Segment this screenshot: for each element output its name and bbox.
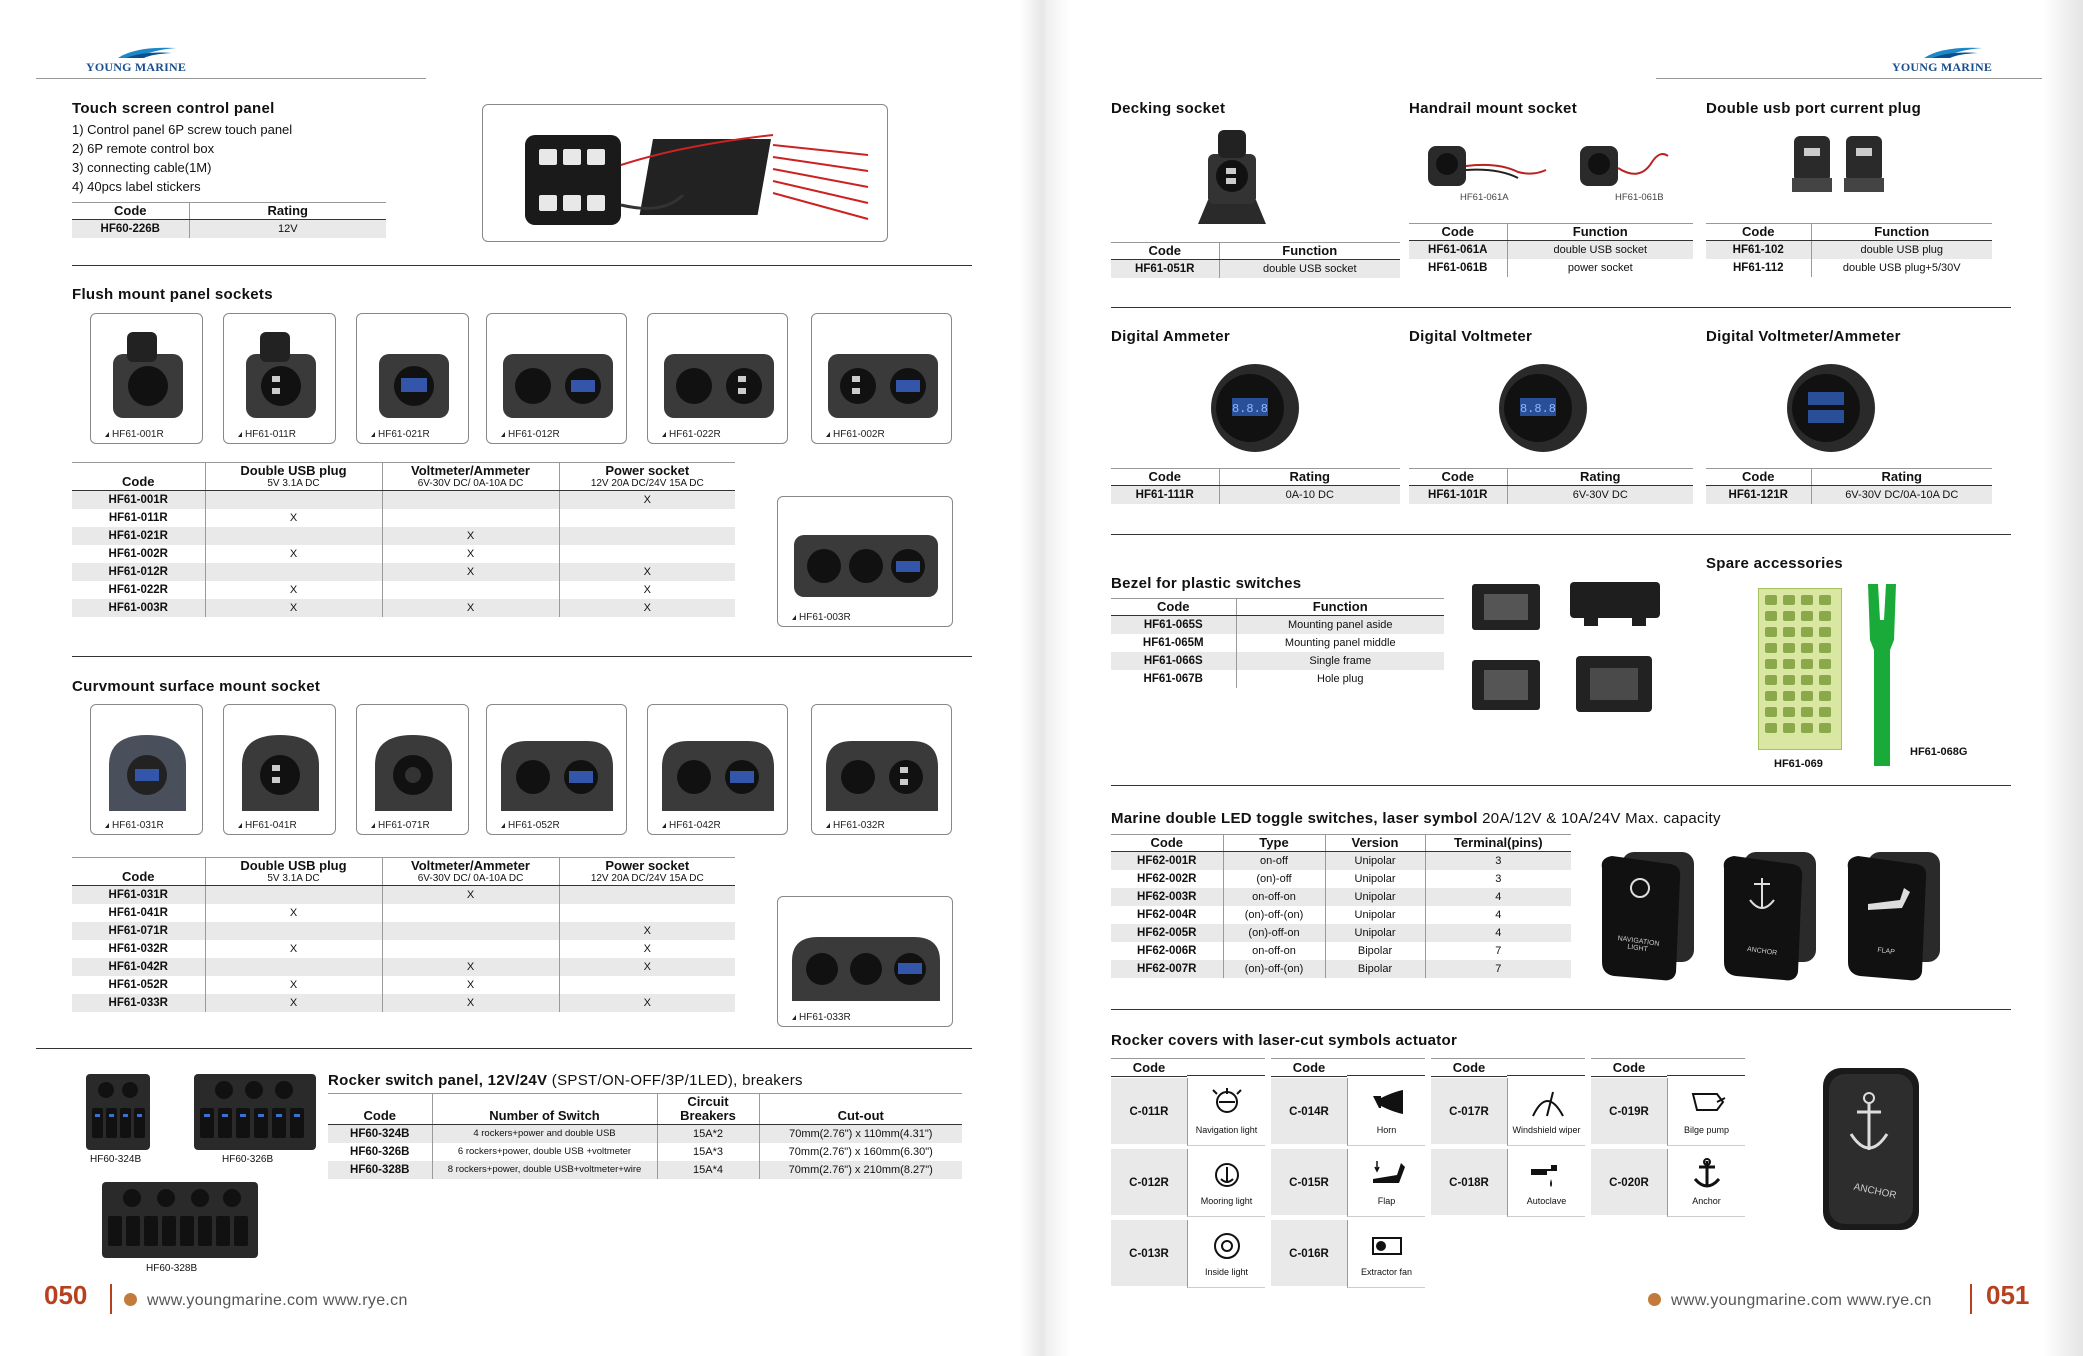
wave-icon [1922, 44, 1984, 60]
flush-img-3: HF61-021R [356, 313, 469, 444]
wave-icon [116, 44, 178, 60]
rocker-title: Rocker switch panel, 12V/24V (SPST/ON-OFF/3P/1LED), breakers [328, 1072, 803, 1089]
rocker-caption-3: HF60-328B [146, 1263, 198, 1274]
spare-caption-1: HF61-069 [1774, 758, 1823, 770]
right-page [1070, 0, 2043, 1356]
handrail-table: Code Function HF61-061A double USB socket HF61-061B power socket [1409, 223, 1693, 277]
cover-code: C-019R [1591, 1078, 1667, 1146]
dusb-title: Double usb port current plug [1706, 100, 1922, 117]
rocker-table: Code Number of Switch Circuit Breakers Cut-out HF60-324B 4 rockers+power and double USB 15A*2 70mm(2.76") x 110mm(4.31") HF60-326B 6 rockers+power, double USB +voltmeter 15A*3 70mm(2.76") x 160mm(6.30") HF60-328B 8 rockers+power, double USB+voltmeter+wire 15A*4 70mm(2.76") x 210mm(8.27") [328, 1093, 962, 1179]
cover-symbol-cell [1347, 1078, 1425, 1146]
footer-bar-left [110, 1284, 112, 1314]
handrail-title: Handrail mount socket [1409, 100, 1577, 117]
table-row: HF62-007R (on)-off-(on) Bipolar 7 [1111, 960, 1571, 978]
table-row: HF61-121R 6V-30V DC/0A-10A DC [1706, 486, 1992, 505]
flush-side-image: HF61-003R [777, 496, 953, 627]
table-row: HF61-112 double USB plug+5/30V [1706, 259, 1992, 277]
table-row: HF60-326B 6 rockers+power, double USB +voltmeter 15A*3 70mm(2.76") x 160mm(6.30") [328, 1143, 962, 1161]
cover-code: C-020R [1591, 1149, 1667, 1217]
sep-r2 [1111, 534, 2011, 535]
rocker-img-1 [86, 1074, 150, 1150]
table-row: HF62-005R (on)-off-on Unipolar 4 [1111, 924, 1571, 942]
curv-side-image: HF61-033R [777, 896, 953, 1027]
table-row: HF62-004R (on)-off-(on) Unipolar 4 [1111, 906, 1571, 924]
table-row: HF61-051R double USB socket [1111, 260, 1400, 279]
covers-header-spacer [1667, 1058, 1745, 1076]
cover-code: C-017R [1431, 1078, 1507, 1146]
header-rule-right [1656, 78, 2042, 79]
flush-title: Flush mount panel sockets [72, 286, 273, 303]
windshield-wiper-icon [1527, 1086, 1567, 1120]
table-row: HF61-065S Mounting panel aside [1111, 616, 1444, 635]
touch-panel-image [482, 104, 888, 242]
page-number-right: 051 [1986, 1280, 2030, 1310]
table-row: HF62-001R on-off Unipolar 3 [1111, 852, 1571, 871]
curv-img-6: HF61-032R [811, 704, 952, 835]
covers-header-code: Code [1591, 1058, 1667, 1077]
cover-symbol-cell [1187, 1220, 1265, 1288]
cover-symbol-label: Mooring light [1200, 1196, 1253, 1206]
table-row: HF61-002R X X [72, 545, 735, 563]
table-row: HF61-102 double USB plug [1706, 241, 1992, 260]
horn-icon [1367, 1086, 1407, 1120]
table-row: HF61-052R X X [72, 976, 735, 994]
table-row: HF61-061A double USB socket [1409, 241, 1693, 260]
curv-img-3: HF61-071R [356, 704, 469, 835]
toggle-switch-1 [1592, 848, 1698, 984]
table-row: HF61-066S Single frame [1111, 652, 1444, 670]
curv-img-5: HF61-042R [647, 704, 788, 835]
toggle-label-1: NAVIGATION LIGHT [1617, 935, 1660, 954]
bilge-pump-icon [1687, 1086, 1727, 1120]
extractor-fan-icon [1367, 1228, 1407, 1262]
cover-symbol-label: Inside light [1204, 1267, 1249, 1277]
svg-text:8.8.8: 8.8.8 [1519, 402, 1557, 416]
big-anchor-switch [1815, 1064, 1927, 1234]
dusb-image [1786, 128, 1896, 208]
flap-icon [1367, 1157, 1407, 1191]
navigation-light-icon [1207, 1086, 1247, 1120]
footer-url-left: www.youngmarine.com www.rye.cn [124, 1292, 408, 1310]
anchor-icon [1687, 1157, 1727, 1191]
cover-symbol-label: Anchor [1692, 1196, 1721, 1206]
table-row: HF61-031R X [72, 886, 735, 905]
bezel-title: Bezel for plastic switches [1111, 575, 1302, 592]
toggle-table: Code Type Version Terminal(pins) HF62-001R on-off Unipolar 3 HF62-002R (on)-off Unipolar 3 HF62-003R on-off-on Unipolar 4 HF62-004R (on)-off-(on) Unipolar 4 HF62-005R (on)-off-on Unipolar 4 HF62-006R on-off-on Bipolar 7 HF62-007R (on)-off-(on) Bipolar 7 [1111, 834, 1571, 978]
brand-logo-right: YOUNG MARINE [1892, 60, 1992, 75]
table-row: HF62-003R on-off-on Unipolar 4 [1111, 888, 1571, 906]
decking-image [1192, 124, 1272, 232]
covers-header-code: Code [1111, 1058, 1187, 1077]
covers-header-spacer [1507, 1058, 1585, 1076]
touch-table: Code Rating HF60-226B 12V [72, 202, 386, 238]
cover-symbol-cell [1187, 1149, 1265, 1217]
table-row: HF61-032R X X [72, 940, 735, 958]
table-row: HF61-021R X [72, 527, 735, 545]
footer-url-right: www.youngmarine.com www.rye.cn [1648, 1292, 1932, 1310]
footer-bar-right [1970, 1284, 1972, 1314]
table-row: HF61-042R X X [72, 958, 735, 976]
table-row: HF61-111R 0A-10 DC [1111, 486, 1400, 505]
spare-caption-2: HF61-068G [1910, 746, 1968, 758]
cover-symbol-cell [1507, 1078, 1585, 1146]
handrail-caption-a: HF61-061A [1460, 192, 1509, 203]
cover-symbol-label: Extractor fan [1360, 1267, 1413, 1277]
sep-r3 [1111, 785, 2011, 786]
cover-symbol-label: Horn [1376, 1125, 1397, 1135]
ammeter-table: Code Rating HF61-111R 0A-10 DC [1111, 468, 1400, 504]
globe-icon [124, 1293, 137, 1306]
table-row: HF61-065M Mounting panel middle [1111, 634, 1444, 652]
table-row: HF61-011R X [72, 509, 735, 527]
bezel-image [1464, 572, 1734, 722]
big-anchor-label: ANCHOR [1852, 1181, 1898, 1202]
globe-icon [1648, 1293, 1661, 1306]
ammeter-image [1200, 360, 1306, 456]
cover-symbol-cell [1667, 1149, 1745, 1217]
covers-header-spacer [1187, 1058, 1265, 1076]
voltamm-table: Code Rating HF61-121R 6V-30V DC/0A-10A DC [1706, 468, 1992, 504]
covers-header-code: Code [1271, 1058, 1347, 1077]
flush-img-6: HF61-002R [811, 313, 952, 444]
flush-table: Code Double USB plug 5V 3.1A DC Voltmeter/Ammeter 6V-30V DC/ 0A-10A DC Power socket 12V 20A DC/24V 15A DC HF61-001R X HF61-011R X HF61-021R X HF61-002R X X HF61-012R X X HF61-022R X X HF61-003R X X X [72, 462, 735, 617]
spare-sticker-image [1758, 588, 1842, 750]
table-row: HF61-061B power socket [1409, 259, 1693, 277]
table-row: HF61-067B Hole plug [1111, 670, 1444, 688]
toggle-label-3: FLAP [1876, 946, 1896, 957]
svg-text:8.8.8: 8.8.8 [1231, 402, 1269, 416]
cover-symbol-label: Autoclave [1526, 1196, 1567, 1206]
rocker-img-3 [102, 1182, 258, 1258]
table-row: HF60-324B 4 rockers+power and double USB 15A*2 70mm(2.76") x 110mm(4.31") [328, 1125, 962, 1144]
table-row: HF61-012R X X [72, 563, 735, 581]
cover-code: C-018R [1431, 1149, 1507, 1217]
table-row: HF61-022R X X [72, 581, 735, 599]
sep-1 [72, 265, 972, 266]
table-row: HF61-071R X [72, 922, 735, 940]
table-row: HF61-033R X X X [72, 994, 735, 1012]
cover-code: C-012R [1111, 1149, 1187, 1217]
cover-code: C-011R [1111, 1078, 1187, 1146]
toggle-title: Marine double LED toggle switches, laser symbol 20A/12V & 10A/24V Max. capacity [1111, 810, 1721, 827]
table-row: HF61-001R X [72, 491, 735, 510]
dusb-table: Code Function HF61-102 double USB plug HF61-112 double USB plug+5/30V [1706, 223, 1992, 277]
table-row: HF61-041R X [72, 904, 735, 922]
cover-code: C-014R [1271, 1078, 1347, 1146]
handrail-caption-b: HF61-061B [1615, 192, 1664, 203]
right-edge-shade [2043, 0, 2083, 1356]
cover-code: C-015R [1271, 1149, 1347, 1217]
flush-img-5: HF61-022R [647, 313, 788, 444]
touch-title: Touch screen control panel [72, 100, 275, 117]
mooring-light-icon [1207, 1157, 1247, 1191]
toggle-label-2: ANCHOR [1746, 945, 1778, 958]
inside-light-icon [1207, 1228, 1247, 1262]
voltamm-title: Digital Voltmeter/Ammeter [1706, 328, 1901, 345]
toggle-switch-3 [1838, 848, 1944, 984]
autoclave-icon [1527, 1157, 1567, 1191]
ammeter-title: Digital Ammeter [1111, 328, 1230, 345]
cover-symbol-cell [1347, 1220, 1425, 1288]
header-rule [36, 78, 426, 79]
covers-title: Rocker covers with laser-cut symbols actuator [1111, 1032, 1458, 1049]
rocker-img-2 [194, 1074, 316, 1150]
sep-3 [36, 1048, 972, 1049]
cover-symbol-label: Bilge pump [1683, 1125, 1730, 1135]
table-row: HF61-003R X X X [72, 599, 735, 617]
flush-img-4: HF61-012R [486, 313, 627, 444]
cover-symbol-cell [1667, 1078, 1745, 1146]
cover-symbol-label: Flap [1377, 1196, 1396, 1206]
touch-list: 1) Control panel 6P screw touch panel 2) 6P remote control box 3) connecting cable(1M) 4) 40pcs label stickers [72, 122, 293, 194]
cover-symbol-label: Navigation light [1195, 1125, 1258, 1135]
rocker-caption-2: HF60-326B [222, 1154, 274, 1165]
cover-symbol-cell [1507, 1149, 1585, 1217]
sep-r4 [1111, 1009, 2011, 1010]
covers-header-code: Code [1431, 1058, 1507, 1077]
table-row: HF60-328B 8 rockers+power, double USB+voltmeter+wire 15A*4 70mm(2.76") x 210mm(8.27") [328, 1161, 962, 1179]
table-row: HF62-006R on-off-on Bipolar 7 [1111, 942, 1571, 960]
sep-r1 [1111, 307, 2011, 308]
cover-symbol-cell [1347, 1149, 1425, 1217]
decking-table: Code Function HF61-051R double USB socket [1111, 242, 1400, 278]
gutter [1020, 0, 1070, 1356]
left-page [0, 0, 1041, 1356]
curv-img-1: HF61-031R [90, 704, 203, 835]
curv-img-4: HF61-052R [486, 704, 627, 835]
toggle-switch-2 [1714, 848, 1820, 984]
bezel-table: Code Function HF61-065S Mounting panel aside HF61-065M Mounting panel middle HF61-066S Single frame HF61-067B Hole plug [1111, 598, 1444, 688]
curv-title: Curvmount surface mount socket [72, 678, 321, 695]
table-row: HF61-101R 6V-30V DC [1409, 486, 1693, 505]
curv-img-2: HF61-041R [223, 704, 336, 835]
spare-title: Spare accessories [1706, 555, 1843, 572]
flush-img-1: HF61-001R [90, 313, 203, 444]
rocker-caption-1: HF60-324B [90, 1154, 142, 1165]
sep-2 [72, 656, 972, 657]
voltmeter-title: Digital Voltmeter [1409, 328, 1533, 345]
voltmeter-table: Code Rating HF61-101R 6V-30V DC [1409, 468, 1693, 504]
cover-symbol-label: Windshield wiper [1512, 1125, 1581, 1135]
cover-code: C-013R [1111, 1220, 1187, 1288]
voltamm-image [1776, 360, 1882, 456]
cover-symbol-cell [1187, 1078, 1265, 1146]
table-row: HF62-002R (on)-off Unipolar 3 [1111, 870, 1571, 888]
voltmeter-image [1488, 360, 1594, 456]
curv-table: Code Double USB plug 5V 3.1A DC Voltmeter/Ammeter 6V-30V DC/ 0A-10A DC Power socket 12V 20A DC/24V 15A DC HF61-031R X HF61-041R X HF61-071R X HF61-032R X X HF61-042R X X HF61-052R X X HF61-033R X X X [72, 857, 735, 1012]
cover-code: C-016R [1271, 1220, 1347, 1288]
brand-logo-left: YOUNG MARINE [86, 60, 186, 75]
covers-header-spacer [1347, 1058, 1425, 1076]
spare-tool-image [1862, 580, 1902, 770]
page-number-left: 050 [44, 1280, 88, 1310]
decking-title: Decking socket [1111, 100, 1226, 117]
flush-img-2: HF61-011R [223, 313, 336, 444]
